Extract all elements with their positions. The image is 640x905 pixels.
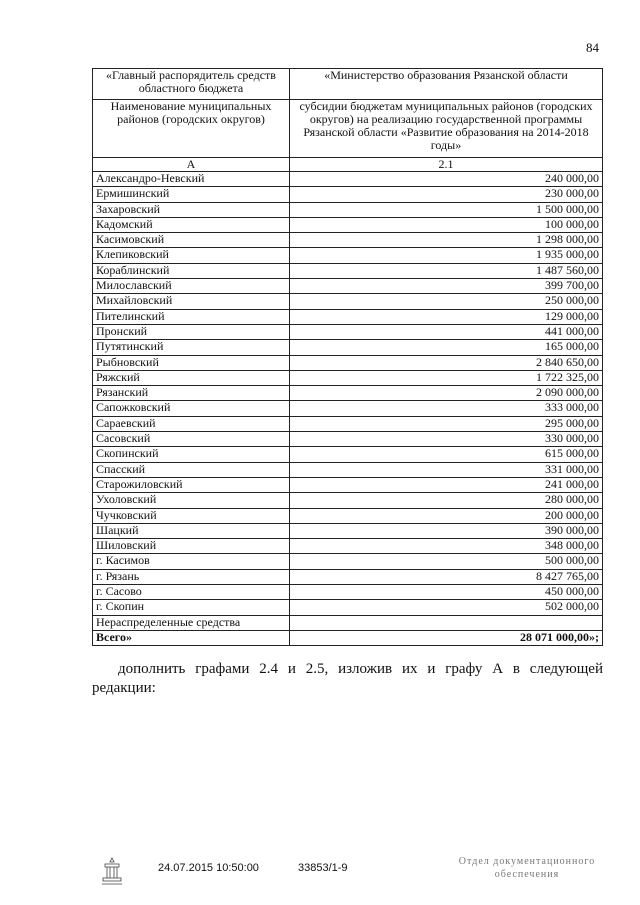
table-row bbox=[93, 172, 603, 187]
subsidy-amount-cell: 333 000,00 bbox=[290, 401, 603, 416]
table-row bbox=[93, 309, 603, 324]
district-name-cell: Шиловский bbox=[93, 539, 290, 554]
subsidy-amount-cell: 399 700,00 bbox=[290, 279, 603, 294]
district-name-cell: Александро-Невский bbox=[93, 172, 290, 187]
table-row bbox=[93, 233, 603, 248]
table-row bbox=[93, 416, 603, 431]
subsidy-amount-cell: 8 427 765,00 bbox=[290, 569, 603, 584]
district-name-cell: Спасский bbox=[93, 462, 290, 477]
district-name-cell: г. Скопин bbox=[93, 600, 290, 615]
table-row bbox=[93, 202, 603, 217]
subsidy-amount-cell: 502 000,00 bbox=[290, 600, 603, 615]
table-row bbox=[93, 324, 603, 339]
subsidy-amount-cell: 280 000,00 bbox=[290, 493, 603, 508]
subsidy-amount-cell: 1 298 000,00 bbox=[290, 233, 603, 248]
footer-document-number: 33853/1-9 bbox=[298, 862, 348, 874]
table-row bbox=[93, 477, 603, 492]
district-name-cell: Пронский bbox=[93, 324, 290, 339]
district-name-cell: Захаровский bbox=[93, 202, 290, 217]
table-row bbox=[93, 585, 603, 600]
district-name-cell: Михайловский bbox=[93, 294, 290, 309]
table-row bbox=[93, 401, 603, 416]
table-row bbox=[93, 370, 603, 385]
department-stamp-line-1: Отдел документационного bbox=[458, 856, 596, 867]
department-stamp-line-2: обеспечения bbox=[494, 869, 560, 880]
subsidy-amount-cell: 2 840 650,00 bbox=[290, 355, 603, 370]
table-row bbox=[93, 279, 603, 294]
district-name-cell: Ухоловский bbox=[93, 493, 290, 508]
table-row bbox=[93, 554, 603, 569]
table-row bbox=[93, 294, 603, 309]
district-name-cell: Рязанский bbox=[93, 386, 290, 401]
subsidy-amount-cell: 129 000,00 bbox=[290, 309, 603, 324]
subsidy-amount-cell: 200 000,00 bbox=[290, 508, 603, 523]
subsidy-amount-cell: 441 000,00 bbox=[290, 324, 603, 339]
district-name-cell: Касимовский bbox=[93, 233, 290, 248]
total-amount-cell: 28 071 000,00»; bbox=[290, 630, 603, 645]
subsidy-amount-cell: 240 000,00 bbox=[290, 172, 603, 187]
district-name-cell: Ряжский bbox=[93, 370, 290, 385]
district-name-cell: Сапожковский bbox=[93, 401, 290, 416]
header-ministry-label: «Министерство образования Рязанской области bbox=[290, 69, 603, 100]
table-row bbox=[93, 493, 603, 508]
district-name-cell: г. Рязань bbox=[93, 569, 290, 584]
header-column-a: А bbox=[93, 158, 290, 172]
table-row bbox=[93, 355, 603, 370]
header-district-name-label: Наименование муниципальных районов (городских округов) bbox=[93, 100, 290, 158]
subsidy-amount-cell: 500 000,00 bbox=[290, 554, 603, 569]
subsidy-amount-cell: 295 000,00 bbox=[290, 416, 603, 431]
table-row bbox=[93, 523, 603, 538]
footer-datetime: 24.07.2015 10:50:00 bbox=[158, 862, 259, 874]
table-row bbox=[93, 340, 603, 355]
subsidy-amount-cell: 331 000,00 bbox=[290, 462, 603, 477]
district-name-cell: Шацкий bbox=[93, 523, 290, 538]
table-row bbox=[93, 447, 603, 462]
header-column-2-1: 2.1 bbox=[290, 158, 603, 172]
header-budget-manager-label: «Главный распорядитель средств областного бюджета bbox=[93, 69, 290, 100]
subsidy-amount-cell: 165 000,00 bbox=[290, 340, 603, 355]
table-row bbox=[93, 569, 603, 584]
district-name-cell: г. Сасово bbox=[93, 585, 290, 600]
district-name-cell: Нераспределенные средства bbox=[93, 615, 290, 630]
district-name-cell: Чучковский bbox=[93, 508, 290, 523]
table-row bbox=[93, 217, 603, 232]
table-row bbox=[93, 615, 603, 630]
district-name-cell: Старожиловский bbox=[93, 477, 290, 492]
subsidy-amount-cell: 390 000,00 bbox=[290, 523, 603, 538]
subsidy-amount-cell: 230 000,00 bbox=[290, 187, 603, 202]
table-total-row bbox=[93, 630, 603, 645]
table-row bbox=[93, 263, 603, 278]
subsidy-amount-cell: 615 000,00 bbox=[290, 447, 603, 462]
header-subsidy-label: субсидии бюджетам муниципальных районов (городских округов) на реализацию государственной программы Рязанской области «Развитие образования на 2014-2018 годы» bbox=[290, 100, 603, 158]
district-name-cell: Кадомский bbox=[93, 217, 290, 232]
district-name-cell: Сараевский bbox=[93, 416, 290, 431]
district-name-cell: Пителинский bbox=[93, 309, 290, 324]
subsidy-amount-cell: 450 000,00 bbox=[290, 585, 603, 600]
amendment-text-content: дополнить графами 2.4 и 2.5, изложив их и графу А в следующей редакции: bbox=[92, 661, 603, 696]
table-row bbox=[93, 508, 603, 523]
district-name-cell: г. Касимов bbox=[93, 554, 290, 569]
district-name-cell: Кораблинский bbox=[93, 263, 290, 278]
subsidy-table bbox=[92, 68, 603, 646]
table-row bbox=[93, 539, 603, 554]
table-header-row-1 bbox=[93, 69, 603, 100]
district-name-cell: Путятинский bbox=[93, 340, 290, 355]
total-label-cell: Всего» bbox=[93, 630, 290, 645]
subsidy-amount-cell: 100 000,00 bbox=[290, 217, 603, 232]
subsidy-amount-cell: 241 000,00 bbox=[290, 477, 603, 492]
department-stamp bbox=[452, 855, 602, 881]
table-row bbox=[93, 187, 603, 202]
table-row bbox=[93, 600, 603, 615]
page-number: 84 bbox=[586, 40, 599, 55]
subsidy-amount-cell: 330 000,00 bbox=[290, 432, 603, 447]
subsidy-amount-cell bbox=[290, 615, 603, 630]
table-row bbox=[93, 248, 603, 263]
subsidy-amount-cell: 348 000,00 bbox=[290, 539, 603, 554]
district-name-cell: Рыбновский bbox=[93, 355, 290, 370]
subsidy-amount-cell: 1 935 000,00 bbox=[290, 248, 603, 263]
duma-logo-icon bbox=[100, 856, 124, 888]
subsidy-amount-cell: 1 487 560,00 bbox=[290, 263, 603, 278]
subsidy-amount-cell: 2 090 000,00 bbox=[290, 386, 603, 401]
district-name-cell: Скопинский bbox=[93, 447, 290, 462]
subsidy-amount-cell: 1 500 000,00 bbox=[290, 202, 603, 217]
district-name-cell: Милославский bbox=[93, 279, 290, 294]
subsidy-amount-cell: 250 000,00 bbox=[290, 294, 603, 309]
subsidy-amount-cell: 1 722 325,00 bbox=[290, 370, 603, 385]
table-row bbox=[93, 386, 603, 401]
table-header-row-2 bbox=[93, 100, 603, 158]
table-row bbox=[93, 432, 603, 447]
district-name-cell: Сасовский bbox=[93, 432, 290, 447]
table-header-row-3 bbox=[93, 158, 603, 172]
amendment-text bbox=[92, 660, 603, 698]
table-row bbox=[93, 462, 603, 477]
district-name-cell: Ермишинский bbox=[93, 187, 290, 202]
district-name-cell: Клепиковский bbox=[93, 248, 290, 263]
